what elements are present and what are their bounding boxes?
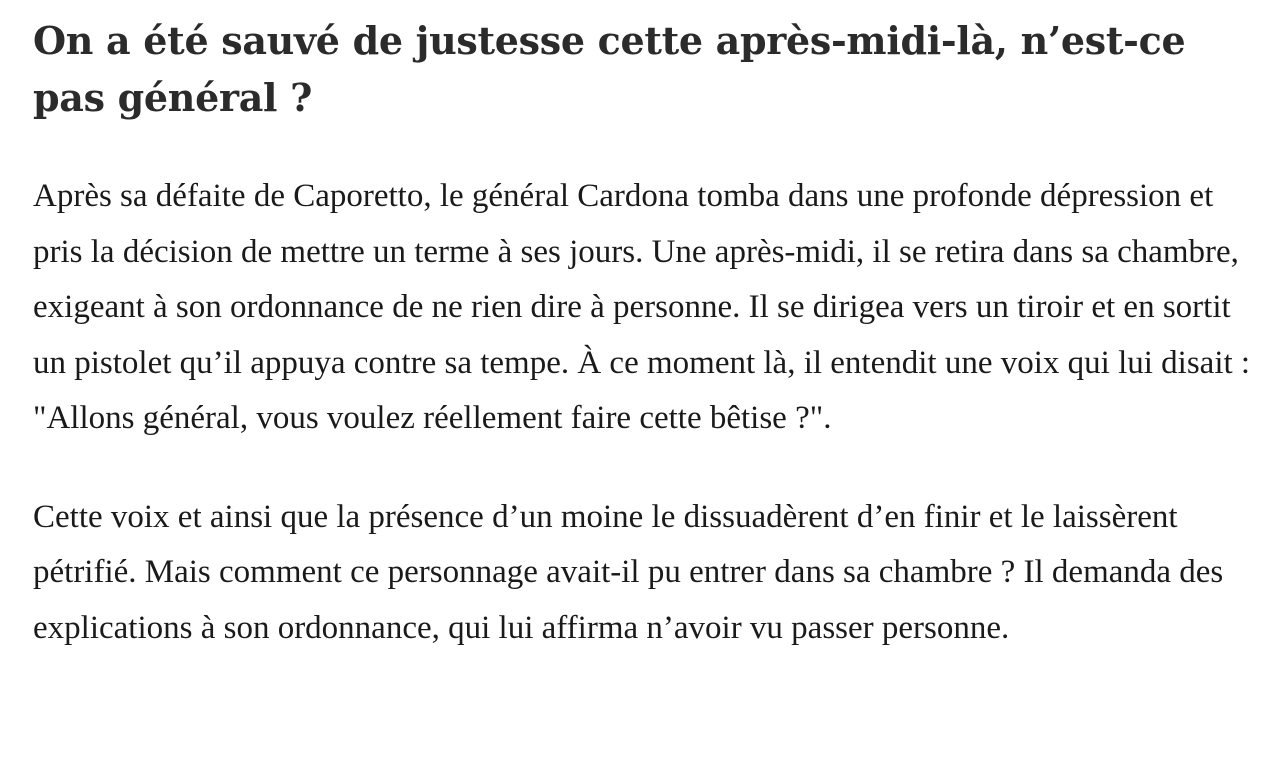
article	[33, 12, 1258, 656]
article-paragraph-1: Après sa défaite de Caporetto, le général Cardona tomba dans une profonde dépression et pris la décision de mettre un terme à ses jours. Une après-midi, il se retira dans sa chambre, exigeant à son ordonnance de ne rien dire à personne. Il se dirigea vers un tiroir et en sortit un pistolet qu’il appuya contre sa tempe. À ce moment là, il entendit une voix qui lui disait : "Allons général, vous voulez réellement faire cette bêtise ?".	[33, 178, 1251, 436]
article-title: On a été sauvé de justesse cette après-midi-là, n’est-ce pas général ?	[33, 18, 1186, 120]
article-paragraph-2: Cette voix et ainsi que la présence d’un moine le dissuadèrent d’en finir et le laissèrent pétrifié. Mais comment ce personnage avait-il pu entrer dans sa chambre ? Il demanda des explications à son ordonnance, qui lui affirma n’avoir vu passer personne.	[33, 498, 1224, 646]
